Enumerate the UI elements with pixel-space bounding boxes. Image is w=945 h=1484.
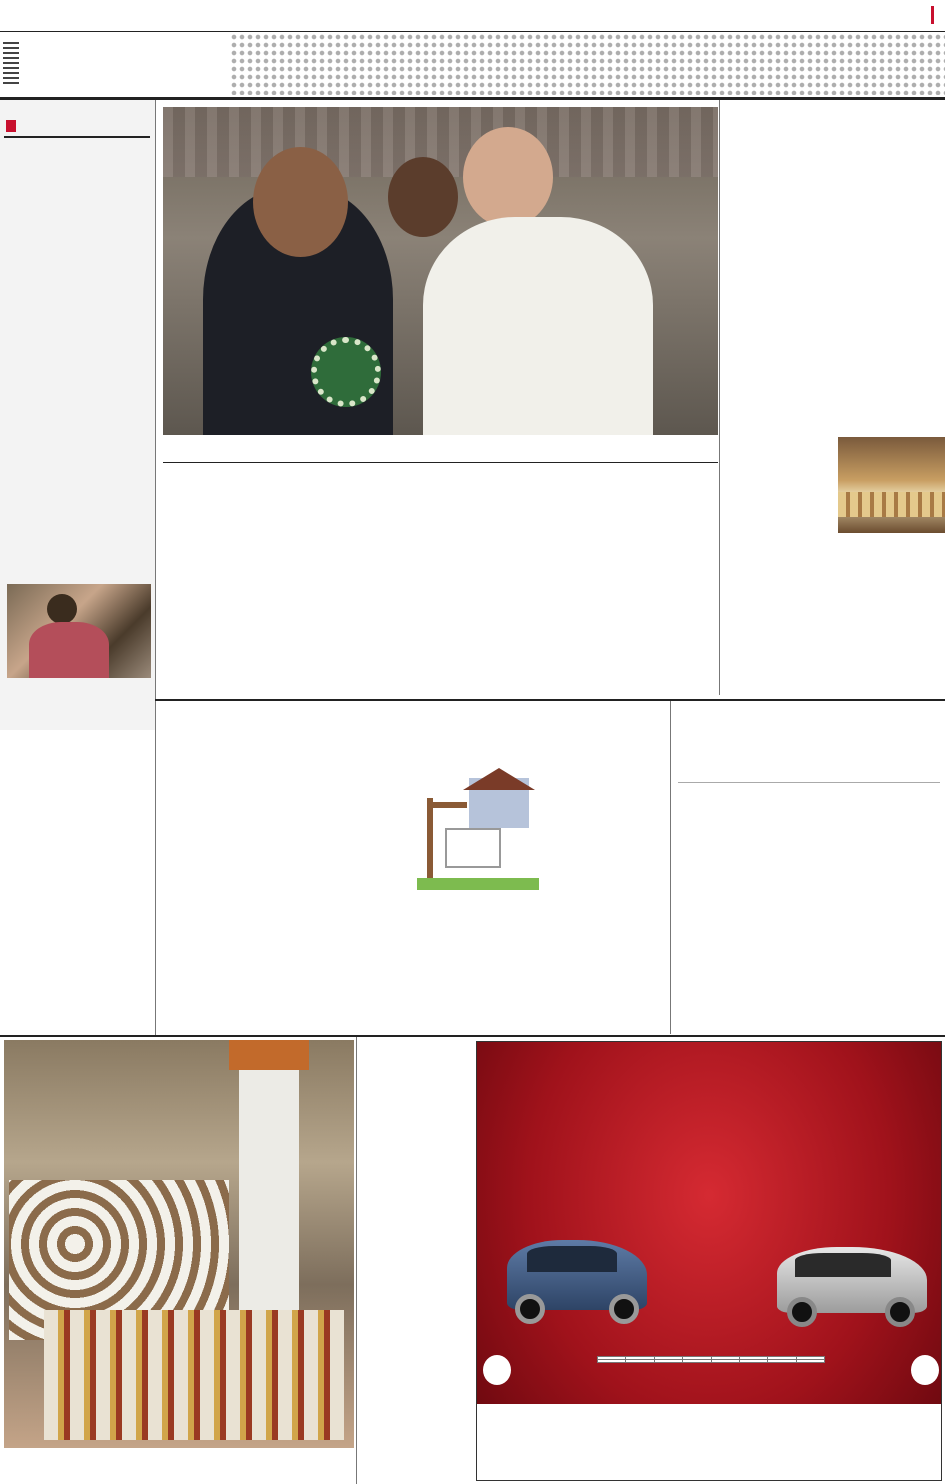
landlords-col-3 (417, 896, 539, 1028)
boatmen-col-2 (815, 786, 945, 1026)
ad-td-2 (654, 1360, 682, 1363)
nh-col-3 (838, 536, 944, 694)
snippet-photo (7, 584, 151, 678)
ad-dealers (477, 1404, 942, 1481)
ad-td-5 (739, 1360, 767, 1363)
middle-rule (155, 699, 945, 701)
ad-mileage-left (483, 1355, 511, 1385)
for-rent-graphic (417, 768, 539, 890)
snippets-column-cont (8, 681, 152, 1056)
brand-divider (931, 6, 934, 24)
landlords-col-4 (544, 768, 666, 1028)
masthead-rule (0, 31, 945, 32)
nh-divider (719, 100, 720, 695)
lawyers-col-1 (163, 521, 295, 697)
ad-td-1 (626, 1360, 654, 1363)
for-rent-sign (445, 828, 501, 868)
lawyers-col-4 (578, 521, 712, 689)
ad-savings-table (597, 1356, 825, 1363)
boatmen-divider (670, 701, 671, 1034)
snippets-marker (6, 120, 16, 132)
criminal-divider (356, 1037, 357, 1484)
landlords-col-1 (163, 768, 284, 1028)
ad-car-left (497, 1232, 657, 1327)
snippets-divider (155, 100, 156, 1035)
ad-car-right (767, 1237, 937, 1332)
snippets-column-top (8, 144, 152, 584)
boatmen-rule (678, 782, 940, 783)
ad-td-7 (796, 1360, 824, 1363)
ad-td-3 (683, 1360, 711, 1363)
ad-mileage-right (911, 1355, 939, 1385)
lawyers-col-2 (302, 521, 434, 697)
lead-photo (163, 107, 718, 435)
section-dots (230, 33, 945, 95)
ad-td-4 (711, 1360, 739, 1363)
oldtown-photo (4, 1040, 354, 1448)
landlords-col-2 (289, 768, 412, 1028)
maruti-ad (476, 1041, 942, 1481)
criminal-body (361, 1086, 465, 1479)
nh-col-1 (724, 227, 830, 693)
lawyers-col-3 (440, 521, 572, 697)
ad-td-6 (768, 1360, 796, 1363)
nh-col-2 (838, 227, 944, 433)
snippets-heading-rule (4, 136, 150, 138)
ad-table-row (598, 1360, 825, 1363)
ad-headline (558, 1056, 877, 1084)
ad-td-0 (598, 1360, 626, 1363)
nh-photo (838, 437, 945, 533)
bottom-rule (0, 1035, 945, 1037)
section-stripes (3, 42, 19, 84)
lawyers-top-rule (163, 462, 718, 463)
boatmen-col-1 (678, 786, 808, 1026)
masthead-brand (928, 3, 937, 28)
